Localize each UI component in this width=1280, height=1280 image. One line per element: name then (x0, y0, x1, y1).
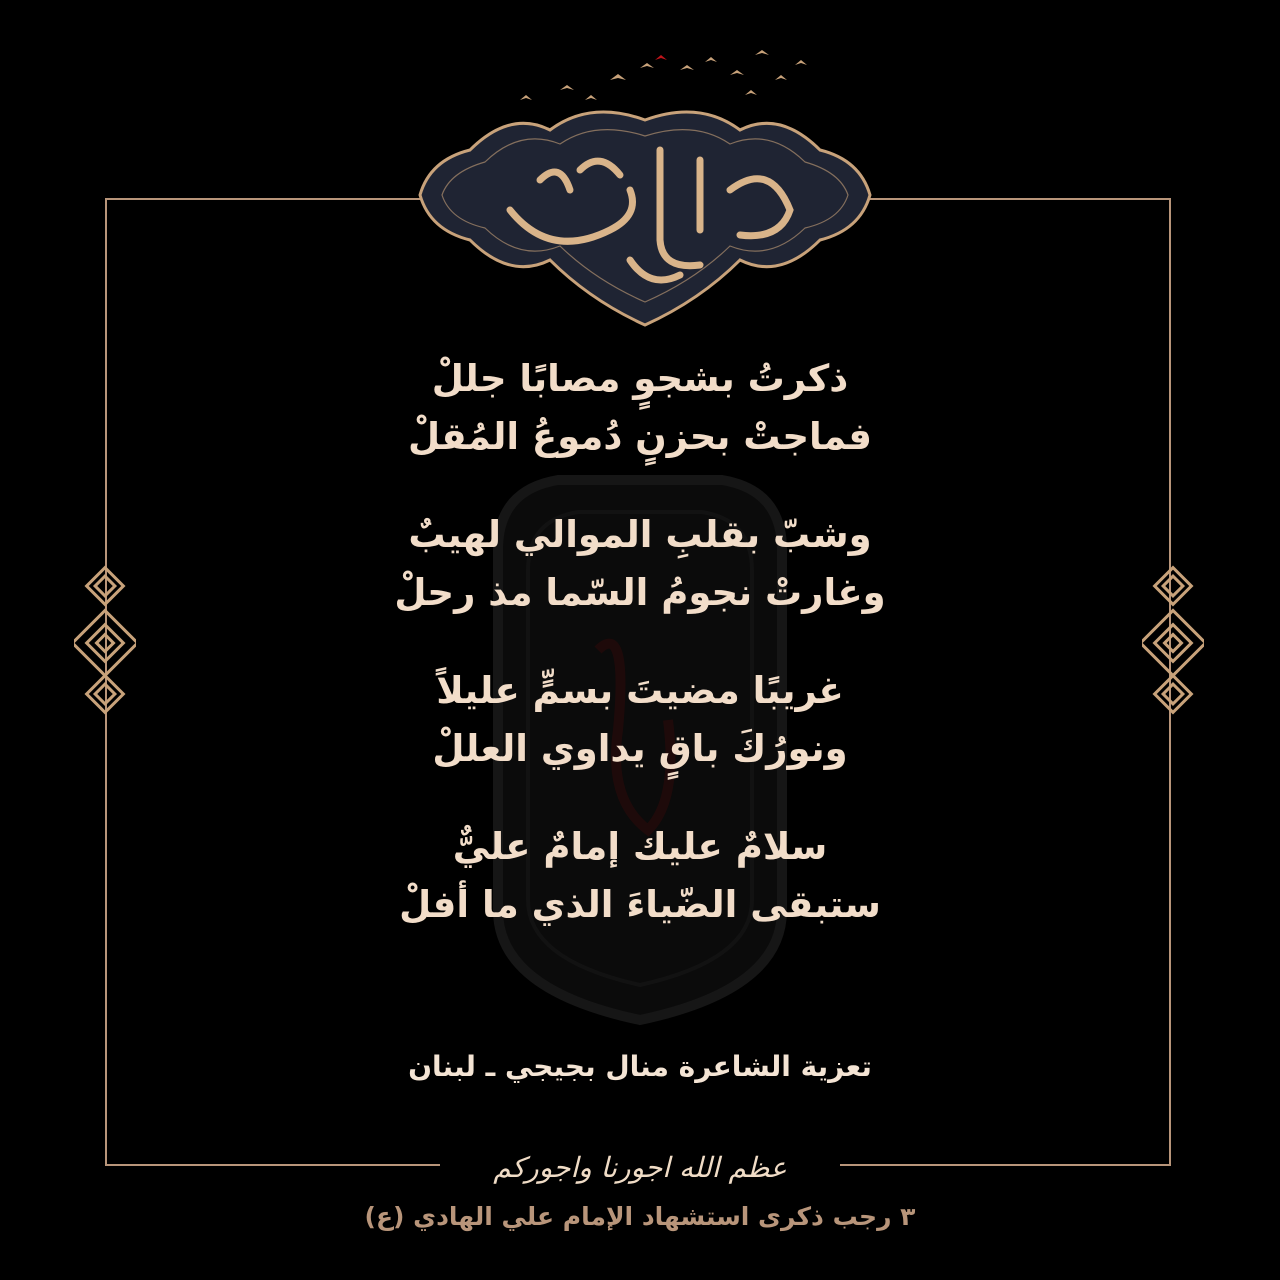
poet-credit: تعزية الشاعرة منال بجيجي ـ لبنان (408, 1050, 872, 1083)
poem (240, 350, 1040, 974)
condolence-banner (440, 1140, 840, 1200)
verse-line: ستبقى الضّياءَ الذي ما أفلْ (399, 883, 881, 926)
verse-line: وغارتْ نجومُ السّما مذ رحلْ (394, 571, 886, 614)
verse-line: سلامٌ عليك إمامٌ عليٌّ (452, 825, 828, 868)
verse-line: فماجتْ بحزنٍ دُموعُ المُقلْ (408, 415, 872, 458)
calligraphy-emblem-icon (400, 40, 890, 340)
condolence-text: عظم الله اجورنا واجوركم (493, 1151, 787, 1184)
verse-line: ونورُكَ باقٍ يداوي العللْ (432, 727, 848, 770)
verse-line: غريبًا مضيتَ بسمٍّ عليلاً (436, 669, 844, 712)
verse-line: وشبّ بقلبِ الموالي لهيبٌ (408, 513, 872, 556)
kufic-knot-ornament-icon (1142, 565, 1204, 715)
occasion-footer: ٣ رجب ذكرى استشهاد الإمام علي الهادي (ع) (364, 1202, 916, 1231)
kufic-knot-ornament-icon (74, 565, 136, 715)
poem-stanza (240, 662, 1040, 778)
poem-stanza (240, 350, 1040, 466)
verse-line: ذكرتُ بشجوٍ مصابًا جللْ (431, 357, 849, 400)
flying-birds-icon (520, 50, 807, 100)
poem-stanza (240, 818, 1040, 934)
poem-stanza (240, 506, 1040, 622)
